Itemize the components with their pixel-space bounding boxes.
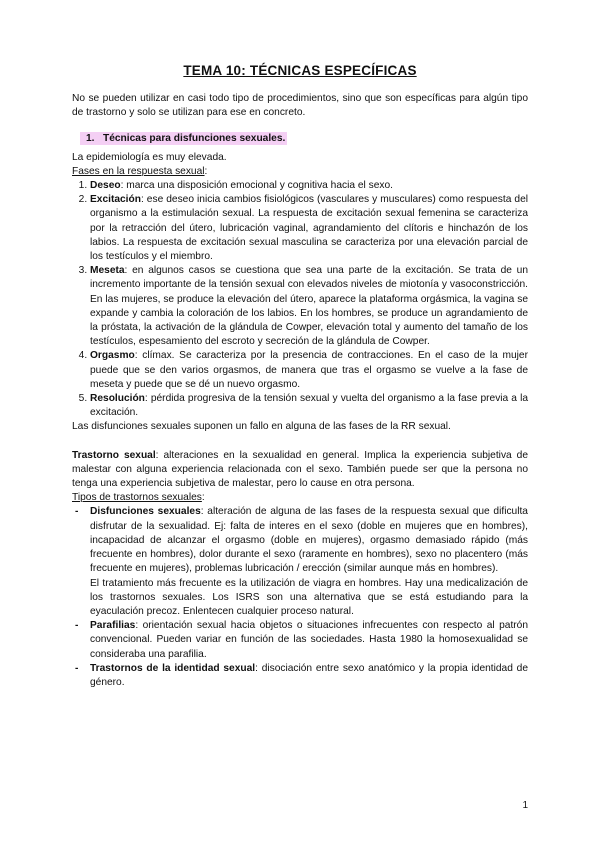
epidemiology-line: La epidemiología es muy elevada. [72, 151, 227, 163]
types-list [72, 505, 528, 690]
phase-item [90, 392, 528, 420]
trastorno-term: Trastorno sexual [72, 449, 156, 461]
phase-text: : pérdida progresiva de la tensión sexual y vuelta del organismo a la fase previa a la excitación. [90, 393, 528, 419]
page-title: TEMA 10: TÉCNICAS ESPECÍFICAS [183, 63, 417, 78]
phase-term: Resolución [90, 393, 145, 405]
type-item [72, 505, 528, 619]
document-page [72, 62, 528, 690]
phase-term: Meseta [90, 265, 125, 277]
types-label [72, 491, 528, 505]
paragraph-spacer [72, 435, 528, 449]
phase-term: Orgasmo [90, 350, 135, 362]
intro-paragraph: No se pueden utilizar en casi todo tipo de procedimientos, sino que son específicas para algún tipo de trastorno y solo se utilizan para ese en concreto. [72, 93, 528, 119]
phase-term: Excitación [90, 194, 141, 206]
section-heading-highlight [80, 132, 287, 145]
page-number: 1 [522, 800, 528, 811]
type-text: : disociación entre sexo anatómico y la propia identidad de género. [90, 662, 528, 688]
type-extra: El tratamiento más frecuente es la utilización de viagra en hombres. Hay una medicalización de los trastornos sexuales. Los ISRS son una alternativa que se está estudiando para la eyaculación precoz. Enlentecen cualquier proceso natural. [90, 577, 528, 617]
phase-text: : marca una disposición emocional y cognitiva hacia el sexo. [120, 180, 393, 192]
trastorno-text: : alteraciones en la sexualidad en general. Implica la experiencia subjetiva de malestar con alguna experiencia relacionada con el sexo. También puede ser que la persona no tenga una experiencia subjetiva de malestar, pero lo cause en otra persona. [72, 449, 528, 490]
type-item [72, 619, 528, 662]
type-item [72, 662, 528, 690]
type-text: : alteración de alguna de las fases de la respuesta sexual que dificulta disfrutar de la sexualidad. Ej: falta de interes en el sexo (doble en mujeres que en hombres), incapacidad de alcanzar el orgasmo (doble en mujeres), orgasmo demasiado rápido (más frecuente en hombres), dolor durante el sexo (raramente en hombres), sexo no placentero (más frecuente en mujeres), problemas lubricación / erección (similar aunque más en hombres). [90, 506, 528, 575]
phase-item [90, 349, 528, 392]
phase-text: : clímax. Se caracteriza por la presencia de contracciones. En el caso de la mujer puede que se den varios orgasmos, de manera que tras el orgasmo se vuelve a la fase de meseta y puede que se dé un nuevo orgasmo. [90, 350, 528, 390]
phase-item [90, 264, 528, 349]
dysfunctions-note: Las disfunciones sexuales suponen un fallo en alguna de las fases de la RR sexual. [72, 421, 451, 433]
section-heading [80, 132, 528, 146]
trastorno-paragraph [72, 449, 528, 492]
phases-label-colon: : [204, 165, 208, 177]
type-term: Disfunciones sexuales [90, 506, 201, 518]
phases-label-text: Fases en la respuesta sexual [72, 165, 205, 177]
type-text: : orientación sexual hacia objetos o situaciones infrecuentes con respecto al patrón convencional. Pueden variar en función de las sociedades. Hasta 1980 la homosexualidad se consideraba una parafilia. [90, 620, 528, 660]
phase-item [90, 179, 528, 193]
section-title: Técnicas para disfunciones sexuales. [103, 133, 286, 145]
phase-item [90, 193, 528, 264]
types-label-colon: : [201, 492, 205, 504]
section-number: 1. [86, 133, 95, 145]
types-label-text: Tipos de trastornos sexuales [72, 492, 202, 504]
phases-list [72, 179, 528, 420]
phase-text: : en algunos casos se cuestiona que sea una parte de la excitación. Se trata de un incremento importante de la tensión sexual con elevados niveles de miotonía y vasoconstricción. En las mujeres, se produce la elevación del útero, aparece la plataforma orgásmica, la vagina se expande y cambia la coloración de los labios. En los hombres, se produce un agrandamiento de la próstata, la activación de la glándula de Cowper, elevación total y aumento del tamaño de los testículos, espesamiento del escroto y secreción de la glándula de Cowper. [90, 265, 528, 348]
type-term: Parafilias [90, 620, 136, 632]
phase-term: Deseo [90, 180, 121, 192]
phase-text: : ese deseo inicia cambios fisiológicos (vasculares y musculares) como respuesta del organismo a la estimulación sexual. La respuesta de excitación sexual femenina se caracteriza por la retracción del útero, lubricación vaginal, agrandamiento del clítoris e hinchazón de los labios. La respuesta de excitación sexual masculina se caracteriza por una elevación parcial de los testículos y el miembro. [90, 194, 528, 263]
phases-label [72, 165, 528, 179]
type-term: Trastornos de la identidad sexual [90, 662, 256, 674]
